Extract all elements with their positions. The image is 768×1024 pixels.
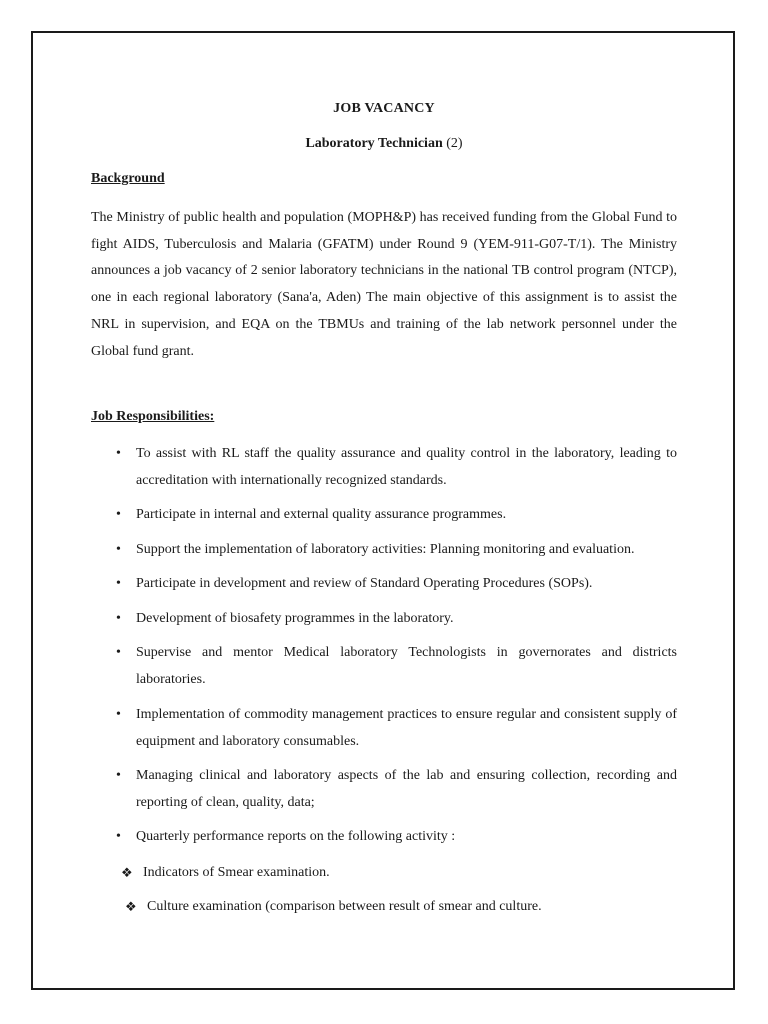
sub-item — [121, 863, 330, 883]
bullet-icon: • — [116, 829, 121, 844]
document-page — [31, 31, 735, 990]
diamond-bullet-icon: ❖ — [121, 865, 133, 880]
responsibility-text: Development of biosafety programmes in the laboratory. — [136, 611, 454, 626]
responsibility-text: To assist with RL staff the quality assurance and quality control in the laboratory, leading to accreditation with internationally recognized standards. — [136, 446, 677, 488]
document-subtitle — [91, 136, 677, 152]
subtitle-position: Laboratory Technician — [305, 136, 443, 151]
responsibility-text: Participate in internal and external quality assurance programmes. — [136, 507, 507, 522]
responsibility-item — [116, 639, 677, 693]
responsibility-text: Quarterly performance reports on the following activity : — [136, 829, 456, 844]
responsibility-item — [116, 570, 677, 597]
sub-item — [125, 897, 542, 917]
responsibility-text: Supervise and mentor Medical laboratory Technologists in governorates and districts laboratories. — [136, 645, 677, 687]
subtitle-count: (2) — [442, 136, 463, 151]
bullet-icon: • — [116, 507, 121, 522]
bullet-icon: • — [116, 611, 121, 626]
responsibility-item — [116, 440, 677, 494]
sub-item-text: Culture examination (comparison between result of smear and culture. — [147, 899, 542, 914]
responsibility-item — [116, 605, 677, 632]
background-paragraph: The Ministry of public health and population (MOPH&P) has received funding from the Global Fund to fight AIDS, Tuberculosis and Malaria (GFATM) under Round 9 (YEM-911-G07-T/1). The Ministry announces a job vacancy of 2 senior laboratory technicians in the national TB control program (NTCP), one in each regional laboratory (Sana'a, Aden) The main objective of this assignment is to assist the NRL in supervision, and EQA on the TBMUs and training of the lab network personnel under the Global fund grant. — [91, 210, 677, 359]
responsibility-item — [116, 501, 677, 528]
bullet-icon: • — [116, 768, 121, 783]
document-title: JOB VACANCY — [333, 101, 435, 116]
responsibility-item — [116, 701, 677, 755]
responsibility-item — [116, 536, 677, 563]
bullet-icon: • — [116, 645, 121, 660]
background-heading: Background — [91, 171, 165, 186]
responsibility-item — [116, 762, 677, 816]
responsibility-text: Support the implementation of laboratory activities: Planning monitoring and evaluation. — [136, 542, 635, 557]
bullet-icon: • — [116, 576, 121, 591]
responsibility-item — [116, 823, 677, 850]
sub-item-text: Indicators of Smear examination. — [143, 865, 330, 880]
responsibilities-heading: Job Responsibilities: — [91, 409, 215, 424]
diamond-bullet-icon: ❖ — [125, 899, 137, 914]
responsibility-text: Managing clinical and laboratory aspects of the lab and ensuring collection, recording and reporting of clean, quality, data; — [136, 768, 677, 810]
responsibility-text: Participate in development and review of Standard Operating Procedures (SOPs). — [136, 576, 593, 591]
bullet-icon: • — [116, 707, 121, 722]
responsibility-text: Implementation of commodity management practices to ensure regular and consistent supply of equipment and laboratory consumables. — [136, 707, 677, 749]
bullet-icon: • — [116, 446, 121, 461]
bullet-icon: • — [116, 542, 121, 557]
